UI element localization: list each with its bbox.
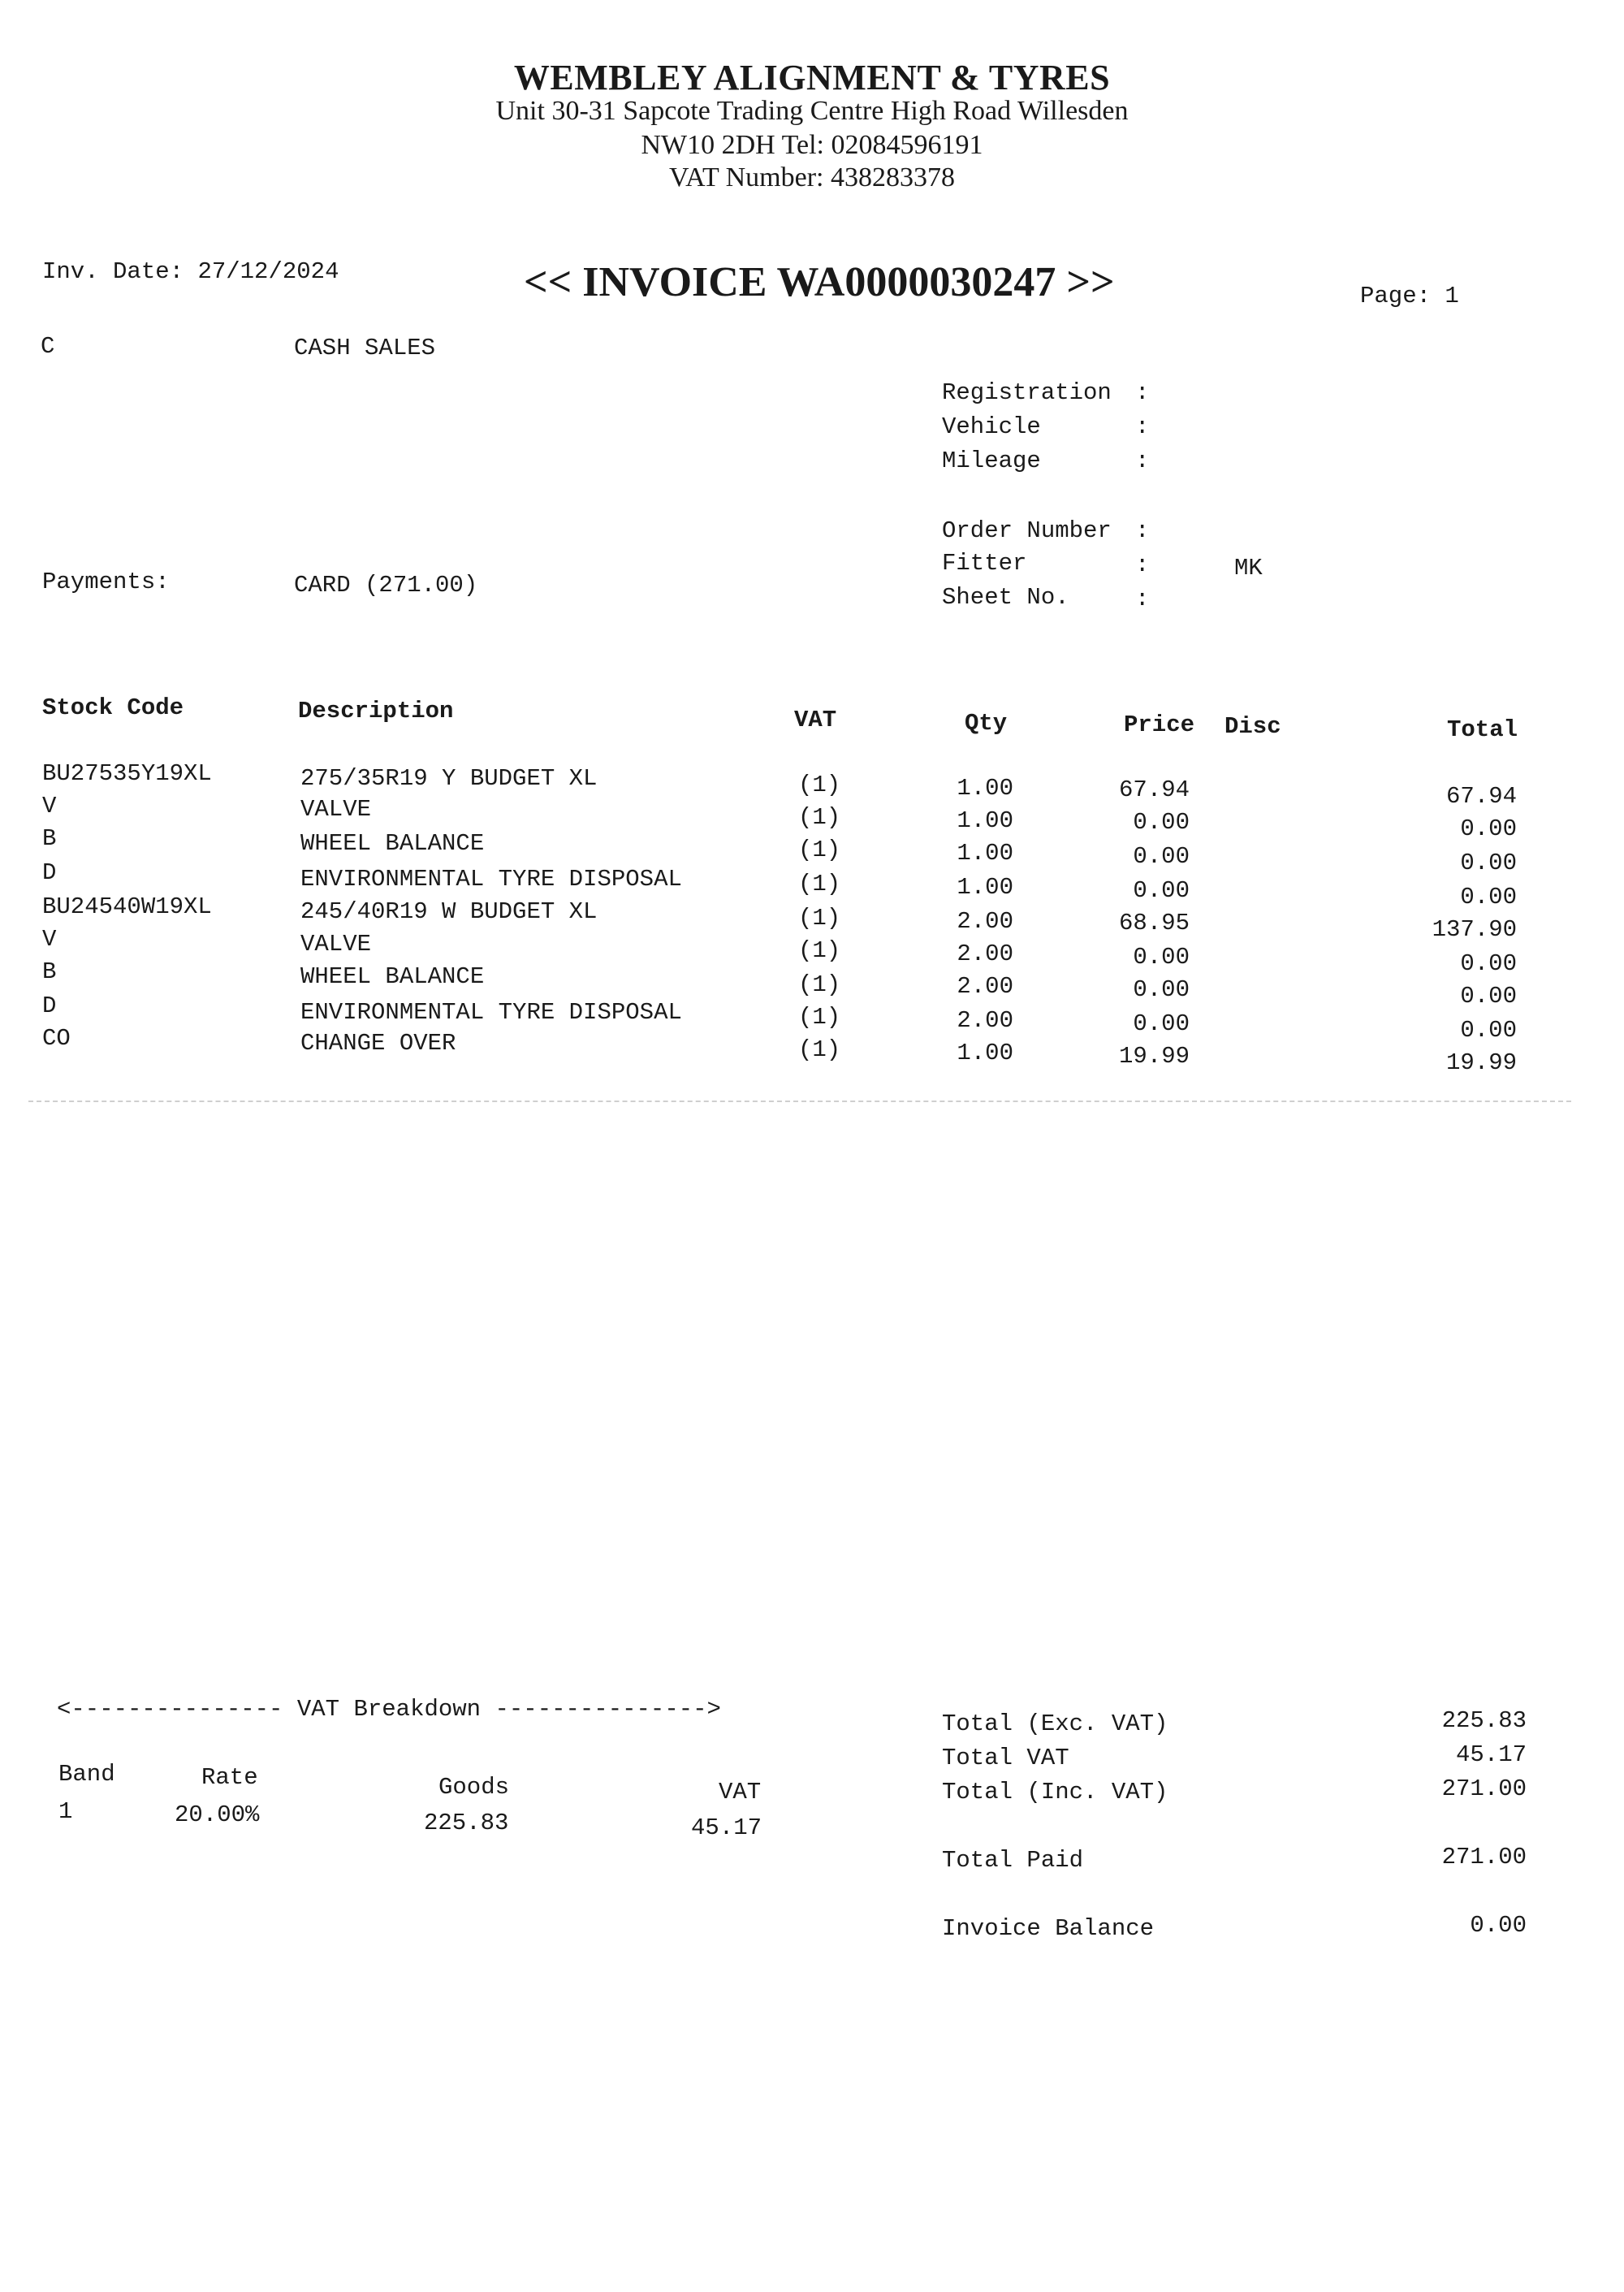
row-qty: 2.00 xyxy=(957,973,1013,1000)
row-price: 0.00 xyxy=(1133,877,1190,904)
row-price: 0.00 xyxy=(1133,843,1190,870)
vat-amount: 45.17 xyxy=(691,1814,762,1841)
row-description: WHEEL BALANCE xyxy=(300,830,485,857)
row-qty: 1.00 xyxy=(957,840,1013,867)
row-total: 0.00 xyxy=(1460,815,1517,842)
row-qty: 2.00 xyxy=(957,908,1013,935)
detail-label-mileage: Mileage xyxy=(942,448,1041,474)
vat-breakdown-title: <--------------- VAT Breakdown ---------------> xyxy=(57,1696,721,1723)
total-paid-label: Total Paid xyxy=(942,1847,1084,1874)
row-qty: 1.00 xyxy=(957,807,1013,834)
row-price: 0.00 xyxy=(1133,809,1190,836)
row-total: 19.99 xyxy=(1445,1049,1517,1076)
row-qty: 2.00 xyxy=(957,941,1013,967)
row-qty: 1.00 xyxy=(957,874,1013,901)
row-total: 137.90 xyxy=(1432,916,1517,943)
detail-sep: : xyxy=(1135,551,1150,578)
row-description: VALVE xyxy=(300,796,372,823)
row-price: 0.00 xyxy=(1133,944,1190,971)
row-stock-code: BU27535Y19XL xyxy=(42,760,212,787)
row-stock-code: B xyxy=(42,958,57,985)
row-total: 67.94 xyxy=(1445,783,1517,810)
detail-sep: : xyxy=(1135,379,1150,406)
invoice-date-label: Inv. Date: xyxy=(42,258,184,285)
row-stock-code: BU24540W19XL xyxy=(42,893,212,920)
invoice-title: << INVOICE WA0000030247 >> xyxy=(524,259,1115,305)
row-total: 0.00 xyxy=(1460,884,1517,910)
row-qty: 1.00 xyxy=(957,1040,1013,1066)
page-number: 1 xyxy=(1445,283,1459,309)
company-address-line2: NW10 2DH Tel: 02084596191 xyxy=(641,130,983,160)
total-vat-label: Total VAT xyxy=(942,1745,1069,1771)
row-total: 0.00 xyxy=(1460,1017,1517,1044)
detail-label-order-number: Order Number xyxy=(942,517,1112,544)
row-description: WHEEL BALANCE xyxy=(300,963,485,990)
total-inc-vat: 271.00 xyxy=(1441,1775,1527,1802)
total-paid: 271.00 xyxy=(1441,1844,1527,1870)
company-name: WEMBLEY ALIGNMENT & TYRES xyxy=(513,58,1111,97)
row-price: 68.95 xyxy=(1118,910,1190,936)
row-stock-code: D xyxy=(42,992,57,1019)
row-description: VALVE xyxy=(300,931,372,958)
row-stock-code: V xyxy=(42,926,57,953)
header-qty: Qty xyxy=(965,710,1008,737)
page-number-row xyxy=(1360,283,1459,309)
row-total: 0.00 xyxy=(1460,983,1517,1010)
detail-label-registration: Registration xyxy=(942,379,1112,406)
row-description: 245/40R19 W BUDGET XL xyxy=(300,898,598,925)
header-disc: Disc xyxy=(1224,713,1281,740)
vat-header-rate: Rate xyxy=(201,1764,258,1791)
row-qty: 2.00 xyxy=(957,1007,1013,1034)
vat-header-band: Band xyxy=(58,1761,115,1788)
row-stock-code: CO xyxy=(42,1025,71,1052)
detail-sep: : xyxy=(1135,517,1150,544)
detail-sep: : xyxy=(1135,448,1150,474)
table-divider xyxy=(28,1101,1571,1102)
row-vat: (1) xyxy=(798,772,841,798)
invoice-balance-label: Invoice Balance xyxy=(942,1915,1155,1942)
payments-value: CARD (271.00) xyxy=(294,572,478,599)
header-stock-code: Stock Code xyxy=(42,694,184,721)
row-description: CHANGE OVER xyxy=(300,1030,456,1057)
detail-sep: : xyxy=(1135,586,1150,612)
row-total: 0.00 xyxy=(1460,950,1517,977)
header-price: Price xyxy=(1124,711,1195,738)
total-exc-vat-label: Total (Exc. VAT) xyxy=(942,1710,1168,1737)
detail-label-fitter: Fitter xyxy=(942,550,1027,577)
customer-code: C xyxy=(41,333,55,360)
company-address-line1: Unit 30-31 Sapcote Trading Centre High Road Willesden xyxy=(495,96,1129,126)
row-price: 19.99 xyxy=(1118,1043,1190,1070)
detail-sep: : xyxy=(1135,413,1150,440)
company-vat-number: VAT Number: 438283378 xyxy=(669,162,955,192)
row-stock-code: V xyxy=(42,793,57,819)
row-vat: (1) xyxy=(798,937,841,964)
row-description: ENVIRONMENTAL TYRE DISPOSAL xyxy=(300,999,682,1026)
customer-name: CASH SALES xyxy=(294,335,436,361)
invoice-balance: 0.00 xyxy=(1470,1912,1527,1939)
row-description: 275/35R19 Y BUDGET XL xyxy=(300,765,598,792)
total-exc-vat: 225.83 xyxy=(1441,1707,1527,1734)
header-total: Total xyxy=(1447,716,1518,743)
vat-rate: 20.00% xyxy=(175,1801,260,1828)
row-vat: (1) xyxy=(798,804,841,831)
detail-label-sheet-no: Sheet No. xyxy=(942,584,1069,611)
detail-value-fitter: MK xyxy=(1234,555,1263,582)
invoice-date-row xyxy=(42,258,339,285)
row-vat: (1) xyxy=(798,837,841,863)
invoice-date: 27/12/2024 xyxy=(197,258,339,285)
row-vat: (1) xyxy=(798,971,841,998)
row-vat: (1) xyxy=(798,1036,841,1063)
header-vat: VAT xyxy=(794,707,837,733)
detail-label-vehicle: Vehicle xyxy=(942,413,1041,440)
vat-header-vat: VAT xyxy=(719,1779,762,1805)
payments-label: Payments: xyxy=(42,569,170,595)
total-vat: 45.17 xyxy=(1455,1741,1527,1768)
vat-band: 1 xyxy=(58,1798,73,1825)
row-vat: (1) xyxy=(798,905,841,932)
vat-header-goods: Goods xyxy=(438,1774,510,1801)
row-price: 0.00 xyxy=(1133,1010,1190,1037)
row-total: 0.00 xyxy=(1460,850,1517,876)
row-description: ENVIRONMENTAL TYRE DISPOSAL xyxy=(300,866,682,893)
vat-goods: 225.83 xyxy=(424,1810,509,1836)
row-price: 0.00 xyxy=(1133,976,1190,1003)
row-vat: (1) xyxy=(798,871,841,897)
row-qty: 1.00 xyxy=(957,775,1013,802)
row-price: 67.94 xyxy=(1118,776,1190,803)
total-inc-vat-label: Total (Inc. VAT) xyxy=(942,1779,1168,1805)
row-stock-code: B xyxy=(42,825,57,852)
header-description: Description xyxy=(298,698,454,724)
row-vat: (1) xyxy=(798,1004,841,1031)
row-stock-code: D xyxy=(42,859,57,886)
page-label: Page: xyxy=(1360,283,1432,309)
